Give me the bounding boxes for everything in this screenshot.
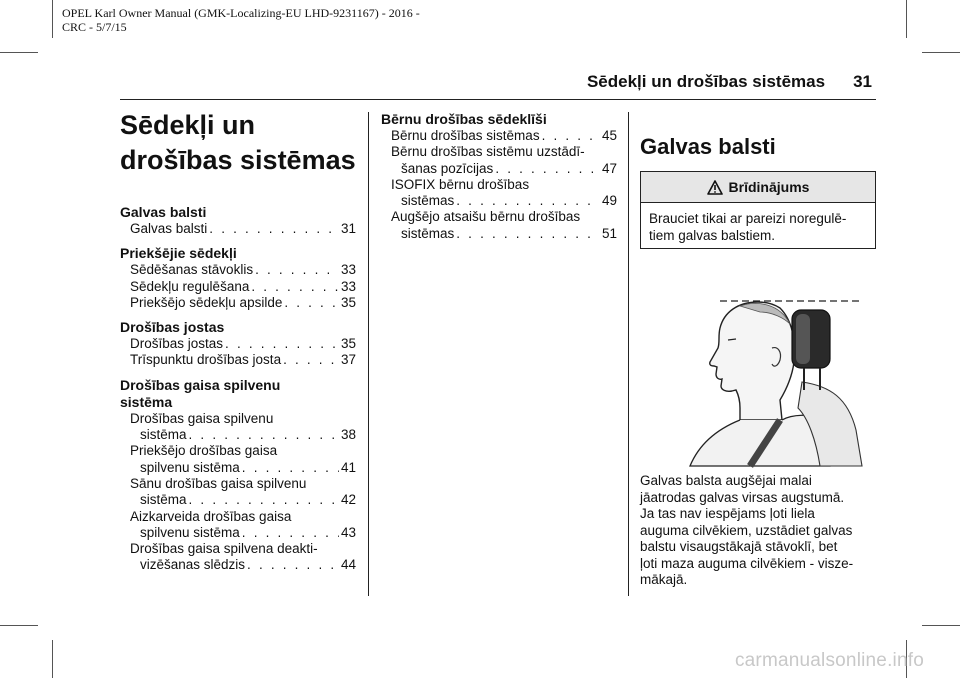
warning-label: Brīdinājums xyxy=(728,179,810,195)
toc-entry[interactable]: Sēdēšanas stāvoklis . . . 33 xyxy=(130,262,356,278)
crop-mark xyxy=(52,0,53,38)
toc-heading: Galvas balsti xyxy=(120,204,207,220)
toc-heading: Priekšējie sēdekļi xyxy=(120,245,237,262)
toc-entry[interactable]: Trīspunktu drošības josta . . . 37 xyxy=(130,352,356,368)
header-rule xyxy=(120,99,876,100)
warning-box xyxy=(640,171,876,249)
toc-entry[interactable]: Drošības gaisa spilvenu sistēma . . . 38 xyxy=(130,411,356,444)
column-divider xyxy=(368,112,369,596)
warning-triangle-icon xyxy=(707,180,723,195)
headrest-illustration xyxy=(680,290,870,468)
watermark: carmanualsonline.info xyxy=(734,650,924,671)
section-title: Sēdekļi un drošības sistēmas xyxy=(586,72,826,91)
manual-meta-line: OPEL Karl Owner Manual (GMK-Localizing-EU LHD-9231167) - 2016 - xyxy=(62,6,420,20)
toc-entry[interactable]: Sānu drošības gaisa spilvenu sistēma . . . 42 xyxy=(130,476,356,509)
toc-entry[interactable]: Priekšējo sēdekļu apsilde . . . 35 xyxy=(130,295,356,311)
toc-heading: Drošības gaisa spilvenu sistēma xyxy=(120,376,281,410)
toc-entry[interactable]: Bērnu drošības sistēmas . . . 45 xyxy=(391,128,617,144)
crop-mark xyxy=(0,52,38,53)
crop-mark xyxy=(52,640,53,678)
crop-mark xyxy=(922,52,960,53)
toc-heading: Bērnu drošības sēdeklīši xyxy=(381,111,547,127)
crop-mark xyxy=(906,0,907,38)
running-head xyxy=(587,72,872,92)
toc-entry[interactable]: Augšējo atsaišu bērnu drošības sistēmas . . . 51 xyxy=(391,209,617,242)
chapter-title xyxy=(120,108,356,178)
manual-meta xyxy=(62,6,420,34)
warning-header xyxy=(641,172,875,203)
toc-entry[interactable]: Bērnu drošības sistēmu uzstādī- šanas pozīcijas . . . 47 xyxy=(391,144,617,177)
toc-entry[interactable]: Drošības jostas . . . 35 xyxy=(130,336,356,352)
section-title-right: Galvas balsti xyxy=(640,134,776,159)
toc-entry[interactable]: ISOFIX bērnu drošības sistēmas . . . 49 xyxy=(391,177,617,210)
chapter-title-line: drošības sistēmas xyxy=(120,145,356,175)
toc-entry[interactable]: Drošības gaisa spilvena deakti- vizēšanas slēdzis . . . 44 xyxy=(130,541,356,574)
left-column xyxy=(120,108,356,574)
crop-mark xyxy=(922,625,960,626)
toc-entry[interactable]: Sēdekļu regulēšana . . . 33 xyxy=(130,279,356,295)
body-paragraph: Galvas balsta augšējai malai jāatrodas galvas virsas augstumā. Ja tas nav iespējams ļoti liela auguma cilvēkiem, uzstādiet galvas balstu visaugstākajā stāvoklī, bet ļoti maza auguma cilvēkiem - visze- mākajā. xyxy=(640,473,854,587)
crop-mark xyxy=(0,625,38,626)
toc-entry[interactable]: Aizkarveida drošības gaisa spilvenu sistēma . . . 43 xyxy=(130,509,356,542)
toc-entry[interactable]: Galvas balsti . . . 31 xyxy=(130,221,356,237)
chapter-title-line: Sēdekļi un xyxy=(120,110,256,140)
manual-meta-line: CRC - 5/7/15 xyxy=(62,20,127,34)
warning-text: Brauciet tikai ar pareizi noregulē- tiem galvas balstiem. xyxy=(649,211,847,243)
toc-heading: Drošības jostas xyxy=(120,319,225,336)
page-number: 31 xyxy=(853,72,872,91)
toc-entry[interactable]: Priekšējo drošības gaisa spilvenu sistēma . . . 41 xyxy=(130,443,356,476)
middle-column xyxy=(381,111,617,242)
column-divider xyxy=(628,112,629,596)
